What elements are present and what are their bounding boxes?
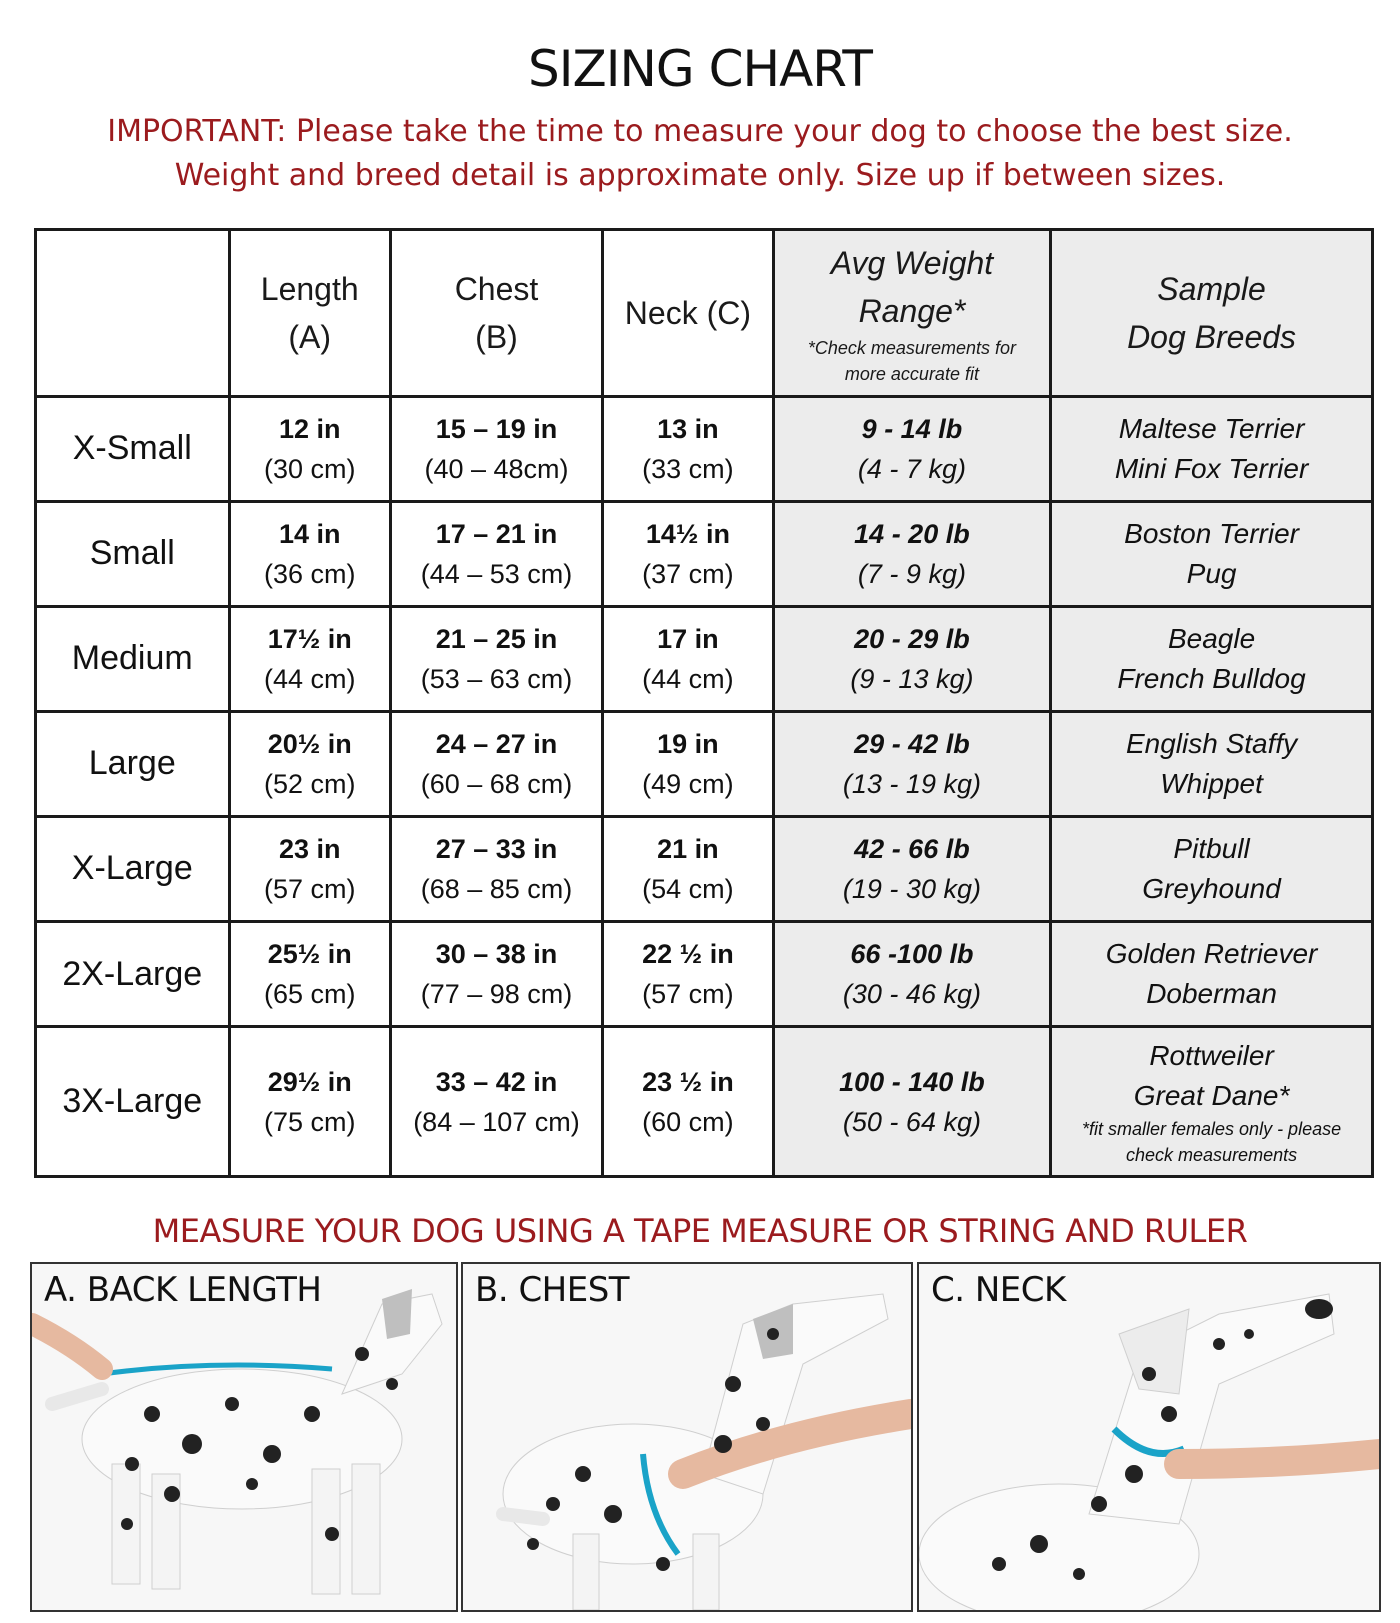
weight-note-line-1: *Check measurements for — [807, 337, 1016, 358]
weight-cell — [773, 1027, 1050, 1177]
header-weight-range: Range* — [858, 292, 966, 329]
chest-cell — [390, 501, 602, 606]
breed-2: Greyhound — [1142, 872, 1281, 904]
breed-1: Pitbull — [1173, 832, 1250, 864]
chest-cell — [390, 1027, 602, 1177]
size-name: 3X-Large — [36, 1027, 230, 1177]
header-breeds — [1051, 230, 1373, 397]
breed-2: Whippet — [1160, 767, 1263, 799]
length-cell — [229, 711, 390, 816]
chest-cm: (60 – 68 cm) — [420, 768, 573, 799]
length-cell — [229, 816, 390, 921]
header-neck: Neck (C) — [603, 230, 774, 397]
neck-in: 22 ½ in — [642, 939, 734, 970]
length-cm: (36 cm) — [263, 558, 356, 589]
weight-cell — [773, 501, 1050, 606]
weight-lb: 20 - 29 lb — [854, 623, 970, 654]
length-cell — [229, 606, 390, 711]
header-length-label: Length — [260, 270, 359, 307]
size-name: Large — [36, 711, 230, 816]
neck-cell — [603, 396, 774, 501]
header-weight — [773, 230, 1050, 397]
chest-cm: (77 – 98 cm) — [420, 979, 573, 1010]
header-breeds-label: Sample — [1157, 270, 1266, 307]
table-row — [36, 711, 1373, 816]
length-cell — [229, 1027, 390, 1177]
notice-line-1: IMPORTANT: Please take the time to measure your dog to choose the best size. — [107, 114, 1293, 149]
size-name: X-Large — [36, 816, 230, 921]
chest-cm: (44 – 53 cm) — [420, 558, 573, 589]
neck-in: 14½ in — [645, 518, 730, 549]
neck-cm: (37 cm) — [642, 558, 734, 589]
dalmatian-neck-illustration — [919, 1264, 1379, 1610]
neck-cm: (57 cm) — [642, 979, 734, 1010]
length-cm: (57 cm) — [263, 873, 356, 904]
weight-kg: (13 - 19 kg) — [842, 768, 981, 799]
breed-1: Golden Retriever — [1105, 938, 1318, 970]
chest-cm: (40 – 48cm) — [424, 453, 569, 484]
chest-cm: (84 – 107 cm) — [413, 1106, 580, 1137]
length-cm: (75 cm) — [263, 1106, 356, 1137]
neck-cm: (60 cm) — [642, 1106, 734, 1137]
neck-cm: (33 cm) — [642, 453, 734, 484]
breed-2: Pug — [1186, 557, 1237, 589]
weight-cell — [773, 921, 1050, 1026]
weight-kg: (7 - 9 kg) — [857, 558, 966, 589]
length-in: 12 in — [278, 413, 341, 444]
table-header-row — [36, 230, 1373, 397]
dalmatian-chest-illustration — [463, 1264, 911, 1610]
header-weight-note — [779, 335, 1045, 387]
neck-cell — [603, 501, 774, 606]
table-row — [36, 921, 1373, 1026]
breed-note: *fit smaller females only - please — [1082, 1118, 1342, 1139]
neck-cell — [603, 1027, 774, 1177]
length-in: 20½ in — [267, 728, 352, 759]
length-in: 25½ in — [267, 939, 352, 970]
size-name: 2X-Large — [36, 921, 230, 1026]
neck-cell — [603, 921, 774, 1026]
weight-lb: 42 - 66 lb — [854, 833, 970, 864]
chest-in: 27 – 33 in — [435, 833, 558, 864]
neck-cm: (54 cm) — [642, 873, 734, 904]
neck-in: 21 in — [657, 833, 719, 864]
weight-cell — [773, 606, 1050, 711]
neck-cell — [603, 711, 774, 816]
breed-cell — [1051, 921, 1373, 1026]
breed-1: Boston Terrier — [1124, 517, 1299, 549]
weight-kg: (9 - 13 kg) — [850, 663, 974, 694]
breed-cell — [1051, 1027, 1373, 1177]
weight-lb: 66 -100 lb — [850, 939, 974, 970]
weight-lb: 29 - 42 lb — [854, 728, 970, 759]
size-name: Small — [36, 501, 230, 606]
photo-label: A. BACK LENGTH — [44, 1270, 322, 1310]
length-cm: (65 cm) — [263, 979, 356, 1010]
weight-kg: (4 - 7 kg) — [857, 453, 966, 484]
chest-in: 33 – 42 in — [435, 1066, 558, 1097]
length-cm: (52 cm) — [263, 768, 356, 799]
breed-cell — [1051, 606, 1373, 711]
photo-back-length — [30, 1262, 458, 1612]
size-name: Medium — [36, 606, 230, 711]
length-cell — [229, 501, 390, 606]
chest-in: 24 – 27 in — [435, 728, 558, 759]
breed-1: Maltese Terrier — [1118, 412, 1305, 444]
chest-cell — [390, 816, 602, 921]
header-weight-label: Avg Weight — [830, 244, 994, 281]
weight-lb: 100 - 140 lb — [839, 1066, 985, 1097]
length-in: 14 in — [278, 518, 341, 549]
length-in: 17½ in — [267, 623, 352, 654]
neck-in: 17 in — [657, 623, 719, 654]
header-chest — [390, 230, 602, 397]
neck-in: 19 in — [657, 728, 719, 759]
weight-kg: (30 - 46 kg) — [842, 979, 981, 1010]
length-cell — [229, 396, 390, 501]
notice-line-2: Weight and breed detail is approximate only. Size up if between sizes. — [174, 158, 1226, 193]
header-chest-label: Chest — [454, 270, 539, 307]
table-row — [36, 816, 1373, 921]
neck-cell — [603, 606, 774, 711]
breed-note: check measurements — [1126, 1144, 1298, 1165]
chest-cell — [390, 711, 602, 816]
breed-cell — [1051, 396, 1373, 501]
header-chest-code: (B) — [475, 318, 518, 355]
header-breeds-label-2: Dog Breeds — [1127, 318, 1297, 355]
weight-lb: 9 - 14 lb — [861, 413, 963, 444]
table-row — [36, 1027, 1373, 1177]
breed-1: Rottweiler — [1149, 1039, 1274, 1071]
photo-neck — [917, 1262, 1381, 1612]
table-row — [36, 501, 1373, 606]
weight-kg: (19 - 30 kg) — [842, 873, 981, 904]
weight-note-line-2: more accurate fit — [844, 363, 979, 384]
breed-2: French Bulldog — [1117, 662, 1306, 694]
neck-in: 13 in — [657, 413, 719, 444]
header-size — [36, 230, 230, 397]
weight-cell — [773, 816, 1050, 921]
breed-cell — [1051, 711, 1373, 816]
length-cm: (30 cm) — [263, 453, 356, 484]
photo-label: B. CHEST — [475, 1270, 630, 1310]
page-title: SIZING CHART — [528, 40, 872, 98]
chest-cm: (68 – 85 cm) — [420, 873, 573, 904]
neck-cm: (49 cm) — [642, 768, 734, 799]
breed-2: Doberman — [1146, 978, 1277, 1010]
chest-cm: (53 – 63 cm) — [420, 663, 573, 694]
table-row — [36, 396, 1373, 501]
breed-cell — [1051, 501, 1373, 606]
chest-cell — [390, 396, 602, 501]
weight-kg: (50 - 64 kg) — [842, 1106, 981, 1137]
header-length — [229, 230, 390, 397]
sizing-table — [34, 228, 1374, 1178]
neck-cm: (44 cm) — [642, 663, 734, 694]
table-row — [36, 606, 1373, 711]
chest-in: 17 – 21 in — [435, 518, 558, 549]
neck-in: 23 ½ in — [642, 1066, 734, 1097]
neck-cell — [603, 816, 774, 921]
chest-cell — [390, 921, 602, 1026]
important-notice — [0, 110, 1400, 198]
chest-in: 30 – 38 in — [435, 939, 558, 970]
breed-1: Beagle — [1167, 622, 1256, 654]
breed-cell — [1051, 816, 1373, 921]
breed-2: Great Dane* — [1133, 1079, 1290, 1111]
weight-lb: 14 - 20 lb — [854, 518, 970, 549]
length-in: 23 in — [278, 833, 341, 864]
measure-heading: MEASURE YOUR DOG USING A TAPE MEASURE OR STRING AND RULER — [152, 1212, 1248, 1250]
size-name: X-Small — [36, 396, 230, 501]
length-cm: (44 cm) — [263, 663, 356, 694]
chest-in: 21 – 25 in — [435, 623, 558, 654]
chest-cell — [390, 606, 602, 711]
photo-chest — [461, 1262, 913, 1612]
length-in: 29½ in — [267, 1066, 352, 1097]
header-length-code: (A) — [288, 318, 332, 355]
dalmatian-back-length-illustration — [32, 1264, 456, 1610]
breed-2: Mini Fox Terrier — [1114, 452, 1309, 484]
photo-label: C. NECK — [931, 1270, 1066, 1310]
weight-cell — [773, 396, 1050, 501]
chest-in: 15 – 19 in — [435, 413, 558, 444]
breed-1: English Staffy — [1125, 727, 1298, 759]
weight-cell — [773, 711, 1050, 816]
length-cell — [229, 921, 390, 1026]
